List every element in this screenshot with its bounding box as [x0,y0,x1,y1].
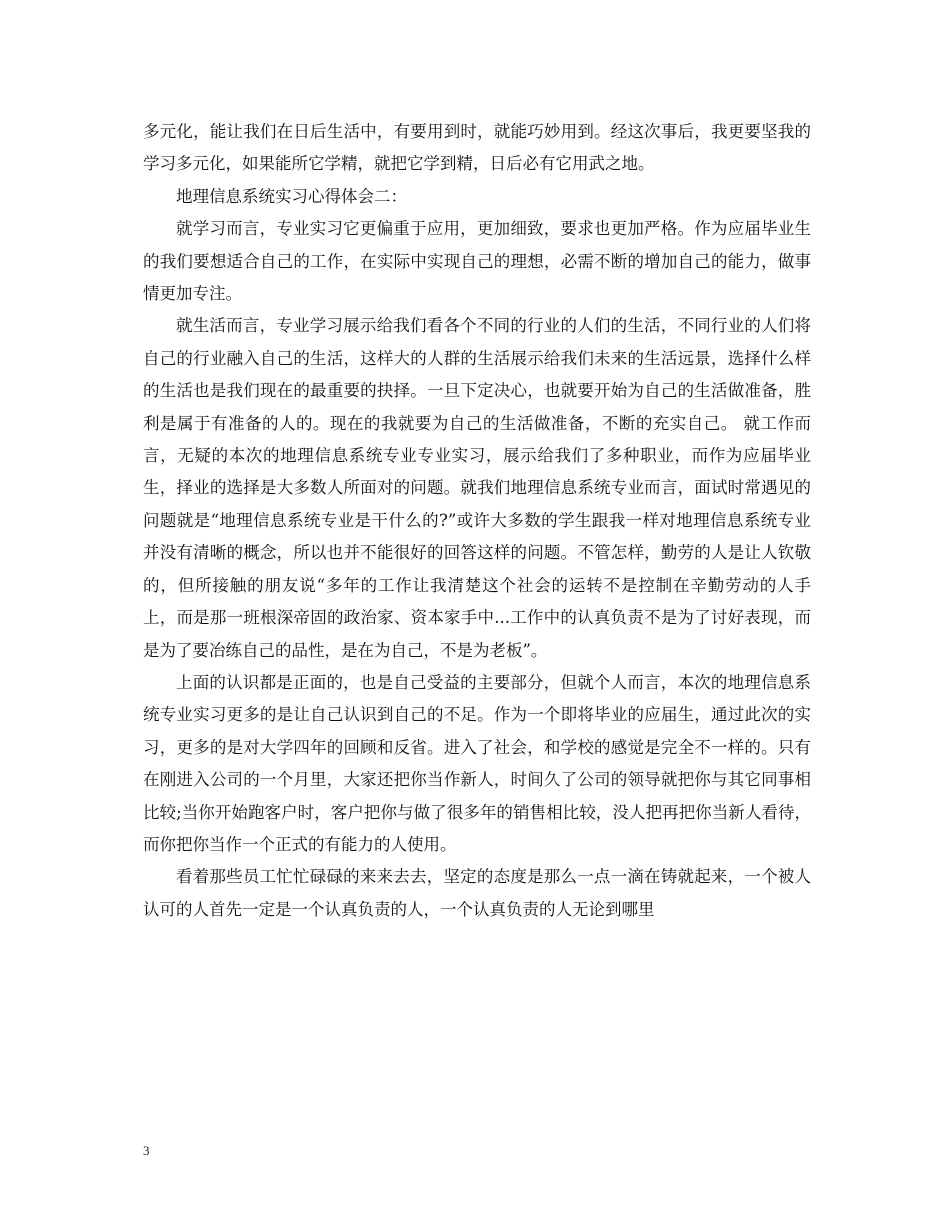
paragraph-study: 就学习而言，专业实习它更偏重于应用，更加细致，要求也更加严格。作为应届毕业生的我们要想适合自己的工作，在实际中实现自己的理想，必需不断的增加自己的能力，做事情更加专注。 [143,219,811,304]
paragraph-reflection: 上面的认识都是正面的，也是自己受益的主要部分，但就个人而言，本次的地理信息系统专业实习更多的是让自己认识到自己的不足。作为一个即将毕业的应届生，通过此次的实习，更多的是对大学四年的回顾和反省。进入了社会，和学校的感觉是完全不一样的。只有在刚进入公司的一个月里，大家还把你当作新人，时间久了公司的领导就把你与其它同事相比较;当你开始跑客户时，客户把你与做了很多年的销售相比较，没人把再把你当新人看待，而你把你当作一个正式的有能力的人使用。 [143,672,811,854]
paragraph-life-work: 就生活而言，专业学习展示给我们看各个不同的行业的人们的生活，不同行业的人们将自己的行业融入自己的生活，这样大的人群的生活展示给我们未来的生活远景，选择什么样的生活也是我们现在的最重要的抉择。一旦下定决心，也就要开始为自己的生活做准备，胜利是属于有准备的人的。现在的我就要为自己的生活做准备，不断的充实自己。 就工作而言，无疑的本次的地理信息系统专业专业实习，展示给我们了多种职业，而作为应届毕业生，择业的选择是大多数人所面对的问题。就我们地理信息系统专业而言，面试时常遇见的问题就是“地理信息系统专业是干什么的?”或许大多数的学生跟我一样对地理信息系统专业并没有清晰的概念，所以也并不能很好的回答这样的问题。不管怎样，勤劳的人是让人钦敬的，但所接触的朋友说“多年的工作让我清楚这个社会的运转不是控制在辛勤劳动的人手上，而是那一班根深帝固的政治家、资本家手中...工作中的认真负责不是为了讨好表现，而是为了要冶练自己的品性，是在为自己，不是为老板”。 [143,316,811,660]
section-heading: 地理信息系统实习心得体会二： [176,186,407,206]
paragraph-1: 多元化，能让我们在日后生活中，有要用到时，就能巧妙用到。经这次事后，我更要坚我的学习多元化，如果能所它学精，就把它学到精，日后必有它用武之地。 [143,122,811,174]
document-body [143,116,811,926]
paragraph-attitude: 看着那些员工忙忙碌碌的来来去去，坚定的态度是那么一点一滴在铸就起来，一个被人认可的人首先一定是一个认真负责的人，一个认真负责的人无论到哪里 [143,867,811,919]
page-number: 3 [143,1143,150,1158]
